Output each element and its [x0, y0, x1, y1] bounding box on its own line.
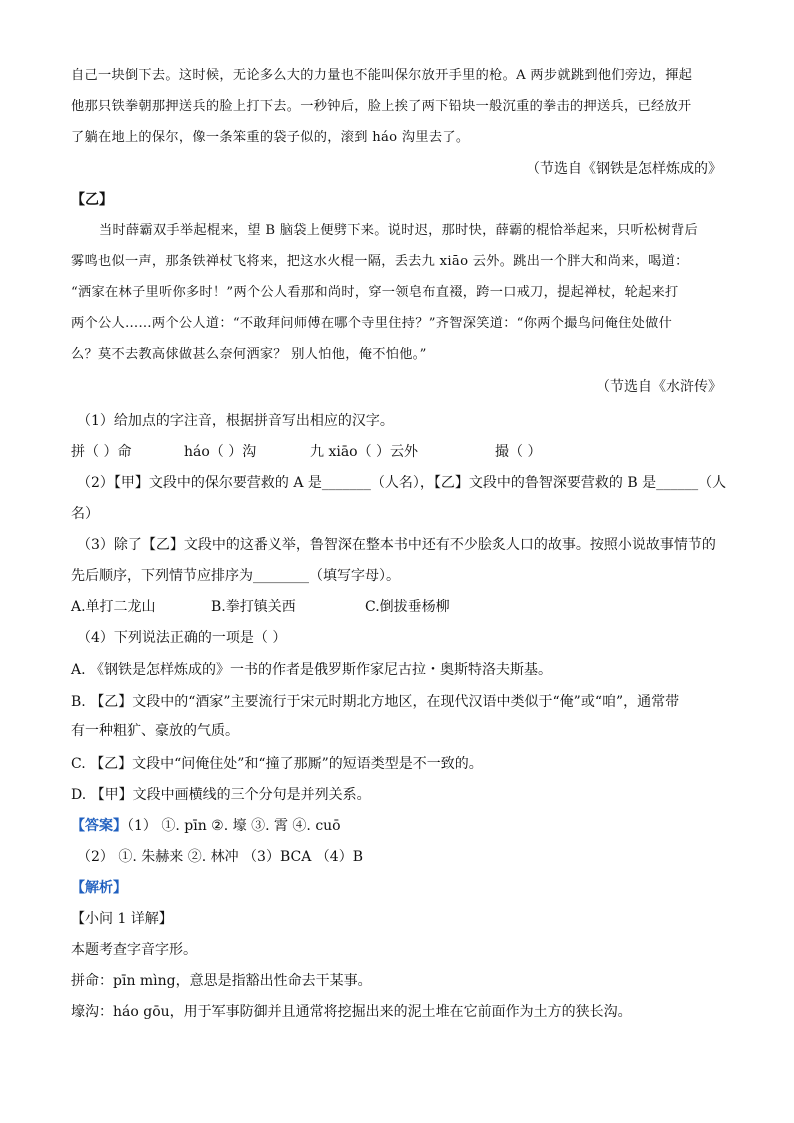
q1-item: háo（ ）沟	[184, 444, 257, 460]
q3-option: B.拳打镇关西	[211, 599, 296, 615]
passage-yi-source: （节选自《水浒传》	[596, 379, 722, 395]
analysis-subheading: 【小问 1 详解】	[71, 911, 173, 927]
q3-option: C.倒拔垂杨柳	[365, 599, 450, 615]
analysis-line: 拼命：pīn mìng，意思是指豁出性命去干某事。	[71, 973, 372, 989]
q4-option: A. 《钢铁是怎样炼成的》一书的作者是俄罗斯作家尼古拉・奥斯特洛夫斯基。	[71, 662, 553, 678]
answer-line	[71, 816, 731, 836]
passage-jia-line: 了躺在地上的保尔，像一条笨重的袋子似的，滚到 háo 沟里去了。	[71, 130, 470, 145]
q4-option: D. 【甲】文段中画横线的三个分句是并列关系。	[71, 787, 371, 803]
analysis-line: 本题考查字音字形。	[71, 942, 197, 958]
q3-text: 先后顺序，下列情节应排序为________（填写字母）。	[71, 568, 400, 584]
q4-option: B. 【乙】文段中的“酒家”主要流行于宋元时期北方地区，在现代汉语中类似于“俺”或“咱”，通常带	[71, 694, 680, 710]
passage-yi-line: “洒家在林子里听你多时！”两个公人看那和尚时，穿一领皂布直裰，跨一口戒刀，提起禅杖，轮起来打	[71, 285, 679, 300]
q4-option: C. 【乙】文段中“问俺住处”和“撞了那厮”的短语类型是不一致的。	[71, 756, 483, 772]
passage-jia-source: （节选自《钢铁是怎样炼成的》	[526, 161, 722, 177]
analysis-label: 【解析】	[71, 880, 127, 896]
passage-jia-line: 他那只铁拳朝那押送兵的脸上打下去。一秒钟后，脸上挨了两下铅块一般沉重的拳击的押送兵，已经放开	[71, 99, 692, 114]
q1-item: 九 xiāo（ ）云外	[310, 444, 419, 460]
q1-item: 拼（ ）命	[71, 444, 132, 460]
q3-option: A.单打二龙山	[71, 599, 156, 615]
q2-text: 名）	[71, 506, 99, 522]
answer-text: （1） ①. pīn ②. 壕 ③. 霄 ④. cuō	[127, 818, 341, 834]
answer-label: 【答案】	[71, 818, 127, 834]
answer-line: （2） ①. 朱赫来 ②. 林冲 （3）BCA （4）B	[77, 849, 363, 865]
q3-text: （3）除了【乙】文段中的这番义举，鲁智深在整本书中还有不少脍炙人口的故事。按照小说故事情节的	[77, 537, 716, 553]
q1-item: 撮（ ）	[495, 444, 542, 460]
analysis-line: 壕沟：háo gōu，用于军事防御并且通常将挖掘出来的泥土堆在它前面作为土方的狭长沟。	[71, 1004, 632, 1020]
q2-text: （2）【甲】文段中的保尔要营救的 A 是_______（人名），【乙】文段中的鲁智深要营救的 B 是______（人	[77, 475, 727, 491]
q4-option: 有一种粗犷、豪放的气质。	[71, 723, 239, 739]
passage-yi-line: 当时薛霸双手举起棍来，望 B 脑袋上便劈下来。说时迟，那时快，薛霸的棍恰举起来，只听松树背后	[99, 223, 698, 238]
passage-yi-heading: 【乙】	[71, 192, 113, 208]
passage-jia-line: 自己一块倒下去。这时候，无论多么大的力量也不能叫保尔放开手里的枪。A 两步就跳到他们旁边，揮起	[71, 68, 693, 83]
passage-yi-line: 雾鸣也似一声，那条铁禅杖飞将来，把这水火棍一隔，丢去九 xiāo 云外。跳出一个胖大和尚来，喝道：	[71, 254, 689, 269]
passage-yi-line: 两个公人……两个公人道：“不敢拜问师傅在哪个寺里住持？”齐智深笑道：“你两个撮鸟问俺住处做什	[71, 316, 673, 331]
q1-stem: （1）给加点的字注音，根据拼音写出相应的汉字。	[77, 413, 394, 429]
passage-yi-line: 么？莫不去教高俅做甚么奈何洒家？ 别人怕他，俺不怕他。”	[71, 347, 427, 362]
q4-stem: （4）下列说法正确的一项是（ ）	[77, 630, 287, 646]
